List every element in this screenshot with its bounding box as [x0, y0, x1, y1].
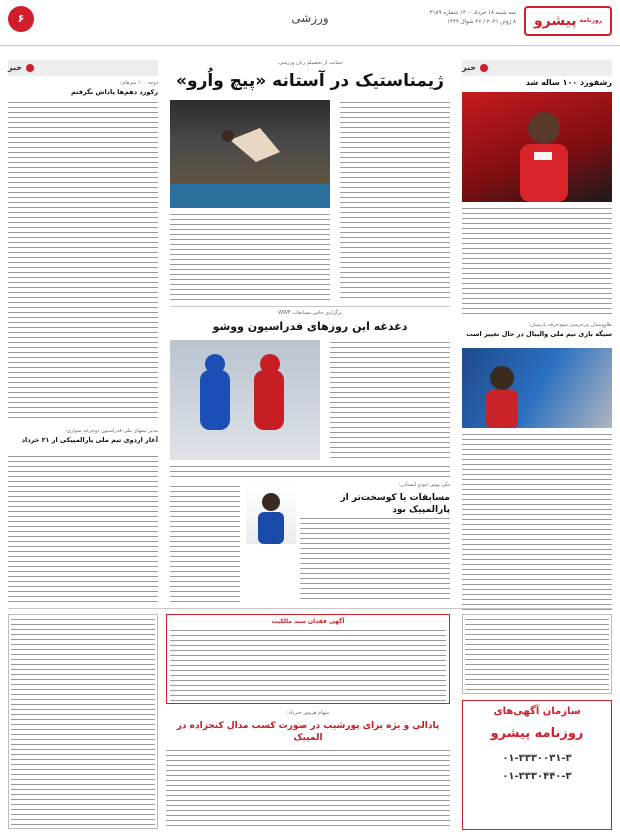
kicker-volleyball: طاووسیان بی‌حرمتی سودخرفه پارسیان: — [528, 322, 612, 328]
headline-wushu: دغدغه این روزهای فدراسیون ووشو — [212, 320, 408, 333]
headline-bonus: پادالی و یژه برای پورشیب در صورت کسب مدال کنجزاده در المپیک — [176, 721, 440, 744]
article-judo-col2 — [170, 484, 240, 602]
section-title: ورزشی — [291, 11, 329, 25]
article-bonus-body — [166, 748, 450, 830]
left-news-tab — [8, 60, 158, 76]
photo-wushu-fighters — [170, 340, 320, 460]
issue-meta — [396, 9, 516, 27]
headline-cycling: آغاز اردوی تیم ملی پارالمپیکی از ۲۱ خرداد — [21, 436, 158, 444]
article-judo-col1 — [300, 516, 450, 602]
article-gymnastics-col2 — [170, 212, 330, 300]
logo-title: پیشرو — [533, 12, 577, 29]
coach-illustration — [462, 348, 612, 428]
article-wushu-body — [170, 464, 450, 478]
kicker-wushu: برگزاری جاس مسابقات WWF — [277, 310, 343, 316]
kicker-gymnastics: حمایت از تحصیلم زنان ورزشی: — [277, 60, 343, 66]
headline-judo: مسابقات با کوسخت‌تر از پارالمپیک بود — [340, 493, 450, 516]
tab-dot-icon — [26, 64, 34, 72]
tab-dot-icon — [480, 64, 488, 72]
kicker-cycling: مدیر تیمهای ملی فدراسیون دوچرخه سواری: — [65, 428, 158, 434]
photo-football-player — [462, 92, 612, 202]
ad-deed-loss — [166, 614, 450, 704]
headline-sprint: رکورد دهم‌ها پاداش نگرفتم — [70, 88, 158, 96]
ad-organization — [462, 700, 612, 830]
headline-rashford: رشفورد ۱۰۰ ساله شد — [525, 78, 612, 87]
logo-subtitle: روزنامه — [579, 16, 603, 24]
newspaper-logo — [524, 6, 612, 36]
kicker-judo: ملی پوش جودو ایستادن: — [398, 482, 450, 488]
player-illustration — [462, 92, 612, 202]
photo-judoka — [246, 484, 296, 544]
divider — [170, 306, 450, 307]
ad-phone-1: ۰۱-۳۳۳۰۰۳۱-۳ — [502, 753, 572, 765]
ad-deed-title: آگهی فقدان سند مالکیت — [271, 618, 345, 625]
headline-volleyball: سیگه بازی تیم ملی والیبال در حال تغییر است — [466, 330, 612, 338]
right-news-tab — [462, 60, 612, 76]
issue-date: سه شنبه ۱۸ خرداد ۱۴۰۰ شماره ۳۱۸۹ — [429, 10, 516, 16]
photo-volleyball-coach — [462, 348, 612, 428]
article-rashford-body — [462, 206, 612, 316]
ad-org-brand: روزنامه پیشرو — [490, 725, 584, 741]
issue-date-alt: ۸ ژوئن ۲۰۲۱ / ۲۶ شوال ۱۴۴۲ — [447, 18, 516, 25]
divider — [8, 608, 612, 609]
article-volleyball-body — [462, 432, 612, 610]
legal-notices-right — [462, 614, 612, 694]
kicker-sprint: دوچه ۱۰۰ مترهای: — [119, 80, 158, 86]
page-number: ۶ — [8, 6, 34, 32]
gymnast-illustration — [170, 100, 330, 208]
kicker-bonus: سهام هرمور خبرداد: — [286, 710, 330, 716]
wushu-illustration — [170, 340, 320, 460]
page-header — [0, 0, 620, 46]
ad-org-title: سازمان آگهی‌های — [493, 706, 581, 717]
ad-phone-2: ۰۱-۳۳۳۰۴۴۰-۳ — [502, 770, 572, 782]
tab-label: خبر — [462, 62, 477, 72]
tab-label: خبر — [8, 62, 23, 72]
article-sprint-body — [8, 100, 158, 422]
legal-notices-left — [8, 614, 158, 829]
judoka-illustration — [246, 484, 296, 544]
article-cycling-body — [8, 454, 158, 602]
article-gymnastics-col1 — [340, 100, 450, 300]
headline-gymnastics: ژیمناستیک در آستانه «پیچ واُرو» — [176, 71, 444, 91]
article-wushu-col1 — [330, 340, 450, 460]
photo-gymnast — [170, 100, 330, 208]
